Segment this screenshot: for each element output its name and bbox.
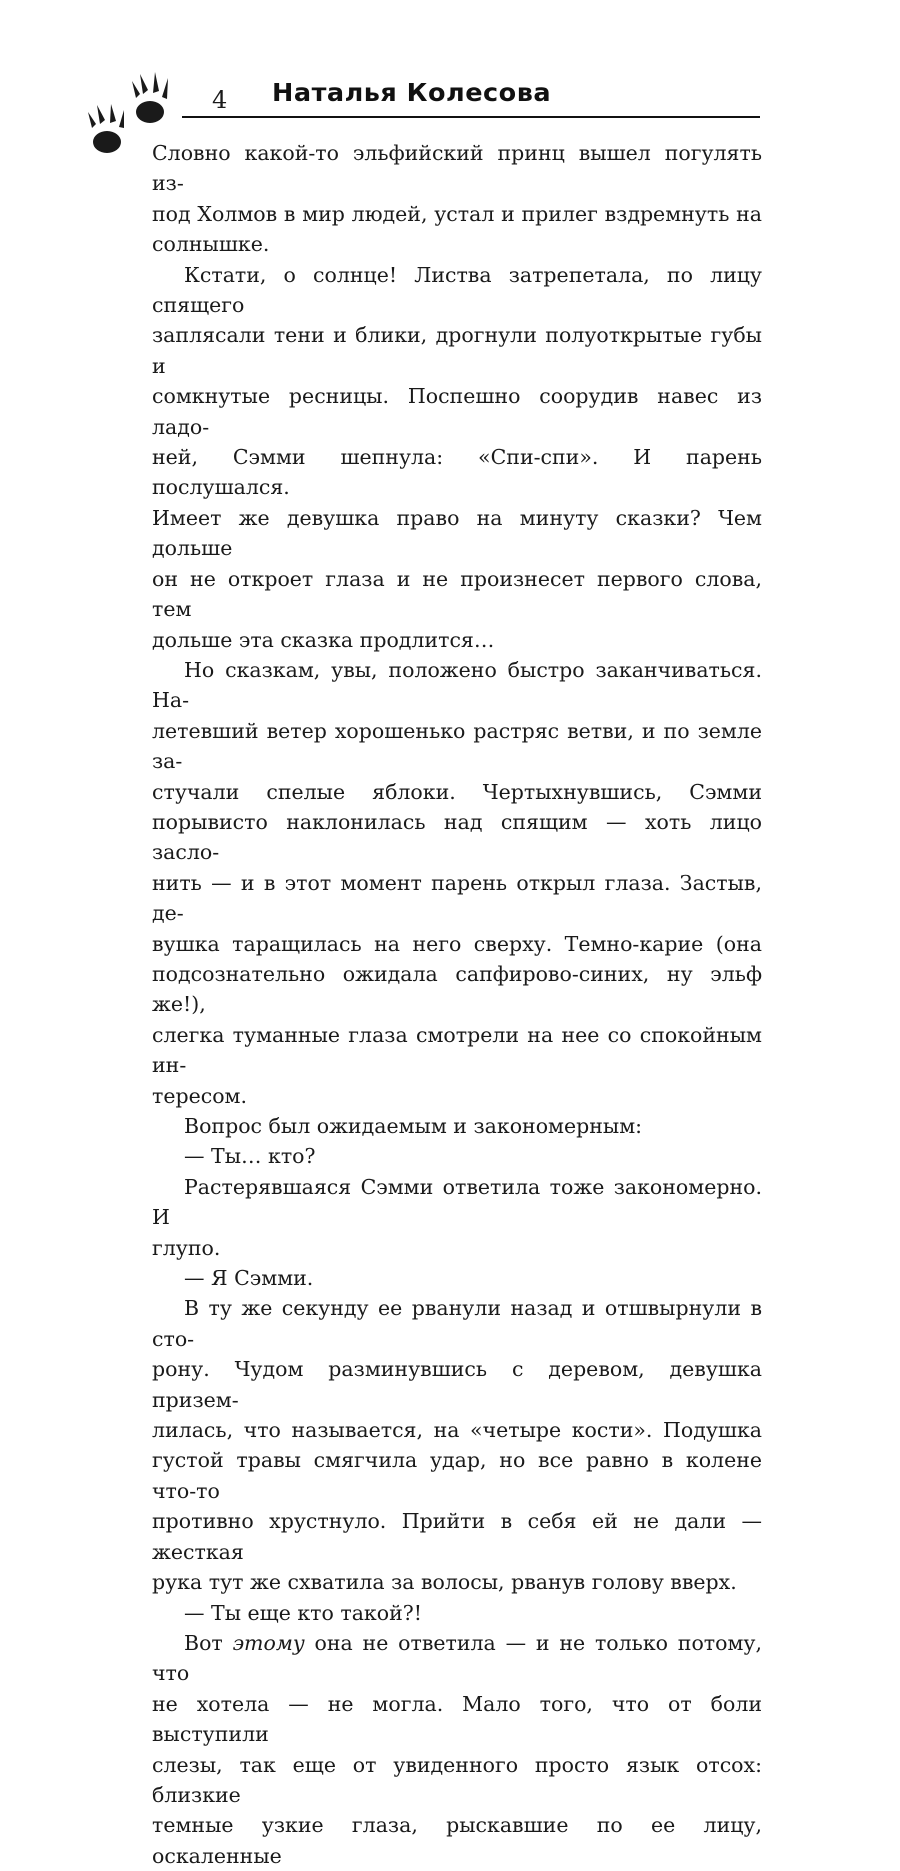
text-line: вушка таращилась на него сверху. Темно-карие (она [152,931,762,956]
text-line: порывисто наклонилась над спящим — хоть лицо засло- [152,809,762,865]
text-line: темные узкие глаза, рыскавшие по ее лицу, оскаленные [152,1813,762,1868]
text-line: Имеет же девушка право на минуту сказки? Чем дольше [152,505,762,561]
header-rule [182,116,760,118]
text-line: под Холмов в мир людей, устал и прилег вздремнуть на [152,201,762,226]
text-line: густой травы смягчила удар, но все равно в колене что-то [152,1448,762,1503]
text-line: солнышке. [152,232,270,257]
text-line: противно хрустнуло. Прийти в себя ей не дали — жесткая [152,1509,762,1564]
page-number: 4 [212,86,228,114]
text-line: — Ты… кто? [184,1144,316,1169]
text-line: В ту же секунду ее рванули назад и отшвырнули в сто- [152,1296,762,1351]
text-line: рука тут же схватила за волосы, рванув голову вверх. [152,1570,737,1595]
body-text [152,138,762,1871]
text-line: слезы, так еще от увиденного просто язык отсох: близкие [152,1752,762,1807]
text-line: стучали спелые яблоки. Чертыхнувшись, Сэмми [152,779,762,804]
running-header-author: Наталья Колесова [272,78,552,107]
text-line: заплясали тени и блики, дрогнули полуоткрытые губы и [152,323,762,378]
text-line: глупо. [152,1235,221,1260]
text-line: слегка туманные глаза смотрели на нее со спокойным ин- [152,1022,762,1078]
text-line: Словно какой-то эльфийский принц вышел погулять из- [152,141,762,196]
text-line: Но сказкам, увы, положено быстро заканчиваться. На- [152,657,762,713]
text-line: нить — и в этот момент парень открыл глаза. Застыв, де- [152,870,762,926]
text-line: дольше эта сказка продлится… [152,627,495,652]
text-line: лилась, что называется, на «четыре кости». Подушка [152,1418,762,1443]
text-line: подсознательно ожидала сапфирово-синих, ну эльф же!), [152,961,762,1017]
text-line: рону. Чудом разминувшись с деревом, девушка призем- [152,1357,762,1412]
text-line: Кстати, о солнце! Листва затрепетала, по лицу спящего [152,262,762,318]
text-line: Вопрос был ожидаемым и закономерным: [184,1114,643,1138]
text-line: летевший ветер хорошенько растряс ветви, и по земле за- [152,718,762,774]
text-line: сомкнутые ресницы. Поспешно соорудив навес из ладо- [152,384,762,439]
text-line: тересом. [152,1083,248,1108]
text-line: Вот этому она не ответила — и не только потому, что [152,1630,763,1686]
text-line: он не откроет глаза и не произнесет первого слова, тем [152,566,762,622]
text-line: ней, Сэмми шепнула: «Спи-спи». И парень послушался. [152,445,762,500]
text-line: Растерявшаяся Сэмми ответила тоже закономерно. И [152,1174,762,1230]
text-line: — Я Сэмми. [184,1266,314,1291]
text-line: не хотела — не могла. Мало того, что от боли выступили [152,1691,762,1747]
text-line: — Ты еще кто такой?! [184,1600,422,1625]
